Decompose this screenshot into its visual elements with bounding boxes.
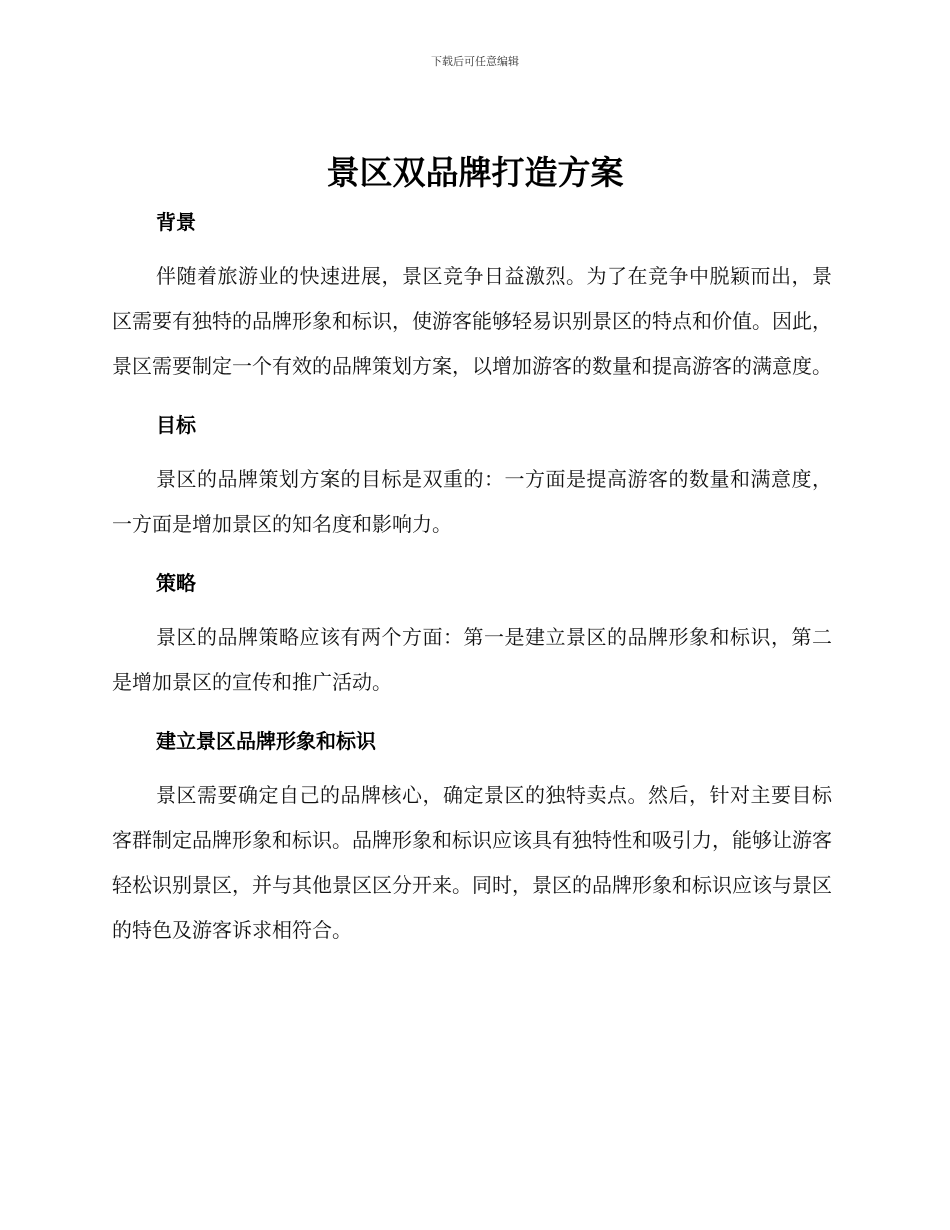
header-note: 下载后可任意编辑 xyxy=(431,55,519,68)
section-paragraph-strategy: 景区的品牌策略应该有两个方面：第一是建立景区的品牌形象和标识，第二是增加景区的宣传和推广活动。 xyxy=(112,625,832,694)
document-title: 景区双品牌打造方案 xyxy=(326,153,624,192)
section-paragraph-goal: 景区的品牌策划方案的目标是双重的：一方面是提高游客的数量和满意度，一方面是增加景区的知名度和影响力。 xyxy=(112,467,832,536)
section-heading-goal: 目标 xyxy=(156,413,196,437)
section-background xyxy=(112,200,832,389)
section-heading-background: 背景 xyxy=(156,210,196,234)
section-paragraph-brand-identity: 景区需要确定自己的品牌核心，确定景区的独特卖点。然后，针对主要目标客群制定品牌形象和标识。品牌形象和标识应该具有独特性和吸引力，能够让游客轻松识别景区，并与其他景区区分开来。同时，景区的品牌形象和标识应该与景区的特色及游客诉求相符合。 xyxy=(112,783,832,942)
document-body xyxy=(112,200,832,953)
section-goal xyxy=(112,403,832,547)
section-heading-brand-identity: 建立景区品牌形象和标识 xyxy=(156,729,376,753)
section-heading-strategy: 策略 xyxy=(156,571,196,595)
section-brand-identity xyxy=(112,719,832,953)
section-paragraph-background: 伴随着旅游业的快速进展，景区竞争日益激烈。为了在竞争中脱颖而出，景区需要有独特的品牌形象和标识，使游客能够轻易识别景区的特点和价值。因此，景区需要制定一个有效的品牌策划方案，以增加游客的数量和提高游客的满意度。 xyxy=(112,264,832,378)
section-strategy xyxy=(112,561,832,705)
